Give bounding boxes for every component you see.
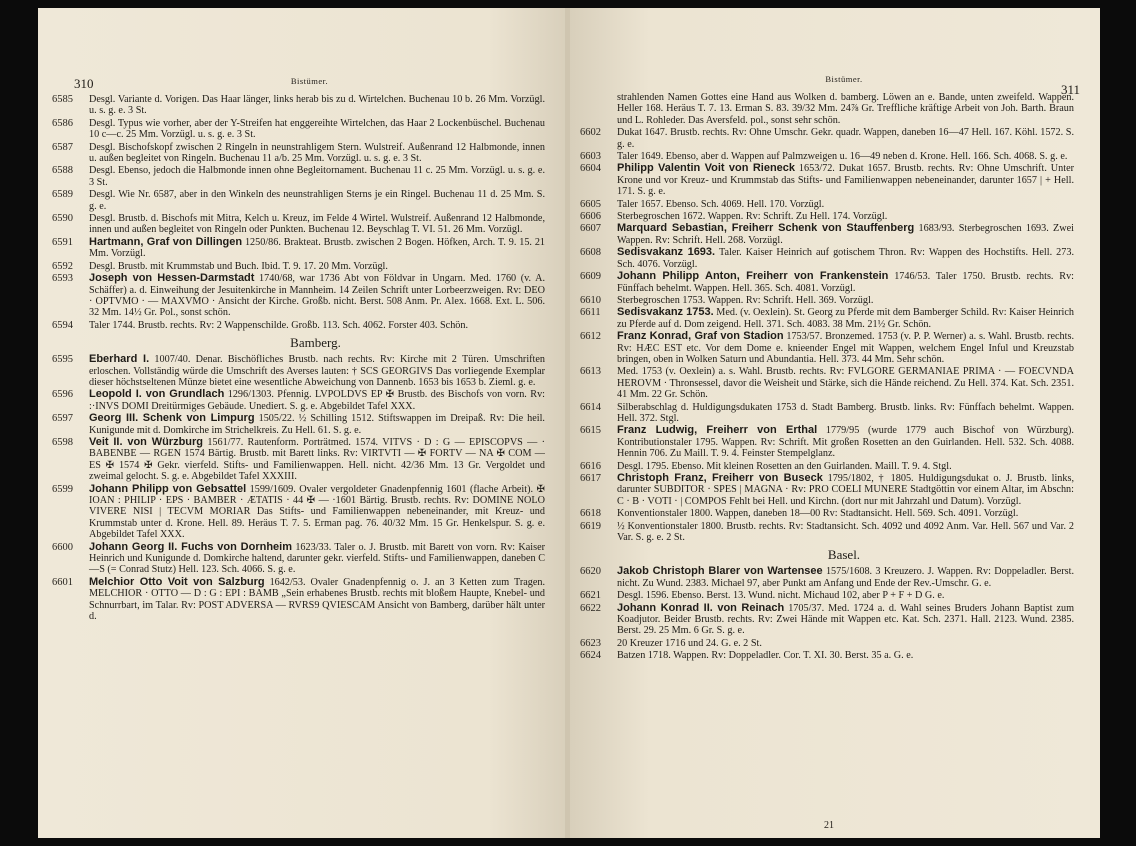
entry-name: Christoph Franz, Freiherr von Buseck xyxy=(617,472,823,484)
catalog-entry xyxy=(580,306,1074,330)
right-page-header xyxy=(614,70,1080,97)
catalog-entry xyxy=(580,565,1074,589)
catalog-entry xyxy=(580,520,1074,544)
catalog-entry xyxy=(580,162,1074,198)
entry-name: Joseph von Hessen-Darmstadt xyxy=(89,272,255,285)
entry-name: Veit II. von Würzburg xyxy=(89,435,204,448)
entry-number: 6614 xyxy=(580,401,601,413)
entry-text: Desgl. 1596. Ebenso. Berst. 13. Wund. nicht. Michaud 102, aber P + F + D G. e. xyxy=(617,590,945,602)
page-number: 310 xyxy=(74,76,94,91)
catalog-entry xyxy=(52,189,545,212)
catalog-entry xyxy=(52,540,546,576)
entry-name: Johann Philipp Anton, Freiherr von Frankenstein xyxy=(617,270,889,283)
catalog-entry xyxy=(52,141,545,165)
right-page xyxy=(570,8,1100,838)
catalog-entry xyxy=(52,272,545,319)
entries-list xyxy=(52,94,546,331)
entry-text: strahlenden Namen Gottes eine Hand aus Wolken d. bamberg. Löwen an e. Bande, unten zweifeld. Wappen. Heller 168. Heräus T. 7. 13. Erman S. 83. 39/32 Mm. 24⅞ Gr. Treffliche kräftige Arbeit von Joh. Barth. Braun und L. Rohleder. Das Aversfeld. pol., sonst sehr schön. xyxy=(617,92,1074,126)
entry-text: Sterbegroschen 1753. Wappen. Rv: Schrift. Hell. 369. Vorzügl. xyxy=(617,294,874,306)
entry-number: 6609 xyxy=(580,271,601,283)
entry-name: Sedisvakanz 1753. xyxy=(617,306,714,319)
catalog-entry xyxy=(52,213,545,236)
catalog-entry xyxy=(52,388,545,412)
entry-text: 1705/37. Med. 1724 a. d. Wahl seines Bruders Johann Baptist zum Koadjutor. Beider Brustb. rechts. Rv: Zwei Hände mit Wappen etc. Kat. Sch. 2371. Hall. 2123. Wund. 2385. Berst. 29. 25 Mm. 6 Gr. S. g. e. xyxy=(617,602,1074,637)
page-number: 311 xyxy=(1060,82,1080,97)
entry-number: 6606 xyxy=(580,211,601,223)
entry-number: 6607 xyxy=(580,223,601,235)
entry-number: 6608 xyxy=(580,247,601,259)
entry-name: Marquard Sebastian, Freiherr Schenk von Stauffenberg xyxy=(617,222,915,235)
entry-number: 6615 xyxy=(580,425,601,437)
entry-text: 1795/1802, † 1805. Huldigungsdukat o. J. Brustb. links, darunter SUBDITOR · SPES | MAGNA · Rv: PRO COELI MUNERE Stadtgöttin vor einem Altar, im Abschn: C · B · VOTI · | COMPOS Fehlt bei Hell. und Kirchn. (dort nur mit Jahrzahl und Datum). Vorzügl. xyxy=(617,473,1074,507)
entry-number: 6596 xyxy=(52,389,73,401)
entry-number: 6610 xyxy=(580,294,601,306)
entry-number: 6624 xyxy=(580,650,601,662)
entry-name: Johann Georg II. Fuchs von Dornheim xyxy=(89,540,293,553)
entry-name: Johann Konrad II. von Reinach xyxy=(617,601,785,614)
entry-number: 6597 xyxy=(52,413,73,425)
entries-list xyxy=(580,92,1075,544)
entry-number: 6588 xyxy=(52,165,73,177)
catalog-entry xyxy=(52,260,545,272)
catalog-entry xyxy=(52,412,545,436)
entry-number: 6619 xyxy=(580,520,601,532)
entry-name: Philipp Valentin Voit von Rieneck xyxy=(617,162,796,175)
entry-text: Desgl. Wie Nr. 6587, aber in den Winkeln des neunstrahligen Sterns je ein Ringel. Buchenau 11 d. 25 Mm. S. g. e. xyxy=(89,189,545,212)
catalog-entry xyxy=(580,366,1074,401)
entry-text: Taler. Kaiser Heinrich auf gotischem Thron. Rv: Wappen des Hochstifts. Hell. 273. Sch. 4076. Vorzügl. xyxy=(617,247,1074,270)
catalog-entry xyxy=(580,294,1074,306)
entry-text: Med. (v. Oexlein). St. Georg zu Pferde mit dem Bamberger Schild. Rv: Kaiser Heinrich zu Pferde auf d. Dom zeigend. Hell. 371. Sch. 4083. 38 Mm. 21½ Gr. Schön. xyxy=(617,307,1074,330)
entry-text: 1779/95 (wurde 1779 auch Bischof von Würzburg). Kontributionstaler 1795. Wappen. Rv: Schrift. Mit großen Rosetten an den Guirlanden. Hell. 532. Sch. 4088. Hennin 706. Zu Maill. T. 9. 4. Feinster Stempelglanz. xyxy=(617,425,1074,460)
entry-name: Hartmann, Graf von Dillingen xyxy=(89,235,243,248)
entry-text: 20 Kreuzer 1716 und 24. G. e. 2 St. xyxy=(617,637,762,649)
entry-number: 6593 xyxy=(52,273,73,285)
entry-name: Franz Ludwig, Freiherr von Erthal xyxy=(617,424,818,437)
entry-text: 1250/86. Brakteat. Brustb. zwischen 2 Bogen. Höfken, Arch. T. 9. 15. 21 Mm. Vorzügl. xyxy=(89,236,546,260)
entry-text: 1653/72. Dukat 1657. Brustb. rechts. Rv: Ohne Umschrift. Unter Krone und vor Kreuz- und Krummstab das Stifts- und Familienwappen nebeneinander, darunter 1657 | + Hell. 171. S. g. e. xyxy=(617,163,1074,198)
entry-number: 6591 xyxy=(52,236,73,248)
entries-list xyxy=(580,565,1074,662)
catalog-entry xyxy=(580,246,1074,270)
catalog-entry xyxy=(580,330,1074,365)
entry-text: Desgl. 1795. Ebenso. Mit kleinen Rosetten an den Guirlanden. Maill. T. 9. 4. Stgl. xyxy=(617,460,952,472)
catalog-entry xyxy=(614,92,1074,126)
entry-number: 6602 xyxy=(580,127,601,139)
catalog-entry xyxy=(52,482,545,541)
entry-name: Sedisvakanz 1693. xyxy=(617,246,716,259)
entry-number: 6592 xyxy=(52,260,73,272)
entry-number: 6604 xyxy=(580,163,601,175)
catalog-entry xyxy=(580,401,1074,425)
book-spread xyxy=(38,8,1100,838)
entry-text: Desgl. Brustb. d. Bischofs mit Mitra, Kelch u. Kreuz, im Felde 4 Wirtel. Wulstreif. Außenrand 12 Halbmonde, innen und außen begleitet von Ringeln oder Punkten. Buchenau 12. Beyschlag T. VI. 51. 26 Mm. Vorzügl. xyxy=(89,213,545,236)
entry-number: 6586 xyxy=(52,117,73,129)
entry-number: 6598 xyxy=(52,436,73,448)
catalog-entry xyxy=(580,601,1074,637)
entry-number: 6620 xyxy=(580,566,601,578)
running-head: Bistümer. xyxy=(825,74,863,84)
entry-text: 1505/22. ½ Schilling 1512. Stiftswappen im Dreipaß. Rv: Die heil. Kunigunde mit d. Domkirche im Strichelkreis. Zu Hell. 61. S. g. e. xyxy=(89,413,545,436)
entry-text: Desgl. Bischofskopf zwischen 2 Ringeln in neunstrahligem Stern. Wulstreif. Außenrand 12 Halbmonde, innen u. außen begleitet von Ringeln. Buchenau 11 a/b. 25 Mm. Vorzügl. u. s. g. e. 3 St. xyxy=(89,141,545,165)
running-head: Bistümer. xyxy=(290,76,329,86)
catalog-entry xyxy=(580,424,1074,460)
entry-number: 6599 xyxy=(52,483,73,495)
catalog-entry xyxy=(52,117,545,141)
section-title: Basel. xyxy=(827,547,861,563)
entry-text: Taler 1657. Ebenso. Sch. 4069. Hell. 170. Vorzügl. xyxy=(617,198,825,210)
entry-number: 6622 xyxy=(580,602,601,614)
entry-name: Eberhard I. xyxy=(89,353,150,366)
entry-name: Leopold I. von Grundlach xyxy=(89,388,225,401)
entry-number: 6623 xyxy=(580,637,601,649)
catalog-entry xyxy=(580,637,1074,649)
entry-number: 6621 xyxy=(580,590,601,602)
entry-number: 6612 xyxy=(580,331,601,343)
section-title: Bamberg. xyxy=(290,335,341,351)
left-page-header xyxy=(74,72,545,94)
entry-text: Desgl. Ebenso, jedoch die Halbmonde innen ohne Begleitornament. Buchenau 11 c. 25 Mm. Vorzügl. u. s. g. e. 3 St. xyxy=(89,165,545,188)
catalog-entry xyxy=(52,575,545,623)
catalog-entry xyxy=(52,165,545,188)
entry-text: Batzen 1718. Wappen. Rv: Doppeladler. Cor. T. XI. 30. Berst. 35 a. G. e. xyxy=(617,650,914,662)
catalog-entry xyxy=(580,508,1074,520)
catalog-entry xyxy=(52,353,545,388)
entry-text: 1623/33. Taler o. J. Brustb. mit Barett von vorn. Rv: Kaiser Heinrich und Kunigunde d. Domkirche haltend, darunter gekr. vierfeld. Stifts- und Familienwappen, daneben C—S (= Conrad Stutz) Hell. 123. Sch. 4066. S. g. e. xyxy=(89,541,546,576)
entry-number: 6600 xyxy=(52,541,73,553)
entry-text: Silberabschlag d. Huldigungsdukaten 1753 d. Stadt Bamberg. Brustb. links. Rv: Fünffach behelmt. Wappen. Hell. 372. Stgl. xyxy=(617,401,1074,424)
entry-text: 1575/1608. 3 Kreuzero. J. Wappen. Rv: Doppeladler. Berst. nicht. Zu Wund. 2383. Michael 97, aber Punkt am Anfang und Ende der Rev.-Umschr. G. e. xyxy=(617,566,1074,589)
catalog-entry xyxy=(52,319,545,331)
entry-text: 1561/77. Rautenform. Porträtmed. 1574. VITVS · D : G — EPISCOPVS — · BABENBE — RGEN 1574 Bärtig. Brustb. mit Barett links. Rv: VIRTVTI — ✠ FORTV — NA ✠ COM — ES ✠ 1574 ✠ Gekr. vierfeld. Stifts- und Familienwappen. Hell. nicht. 42/36 Mm. 13 Gr. Vergoldet und zweimal gelocht. S. g. e. Abgebildet Tafel XXXIII. xyxy=(89,436,546,483)
entry-text: 1683/93. Sterbegroschen 1693. Zwei Wappen. Rv: Schrift. Hell. 268. Vorzügl. xyxy=(617,223,1074,246)
entry-number: 6594 xyxy=(52,319,73,331)
entry-number: 6585 xyxy=(52,94,73,105)
catalog-entry xyxy=(580,650,1074,662)
catalog-entry xyxy=(580,590,1074,602)
left-page xyxy=(38,8,567,838)
entry-text: 1296/1303. Pfennig. LVPOLDVS EP ✠ Brustb. des Bischofs von vorn. Rv: :·INVS DOMI Dreitürmiges Gebäude. Unediert. S. g. e. Abgebildet Tafel XXX. xyxy=(89,389,545,412)
entry-number: 6617 xyxy=(580,473,601,484)
catalog-entry xyxy=(580,127,1074,150)
catalog-entry xyxy=(580,460,1074,472)
entry-name: Johann Philipp von Gebsattel xyxy=(89,482,247,495)
entry-number: 6589 xyxy=(52,189,73,201)
entry-text: ½ Konventionstaler 1800. Brustb. rechts. Rv: Stadtansicht. Sch. 4092 und 4092 Anm. Var. Hell. 567 und Var. 2 Var. S. g. e. 2 St. xyxy=(617,520,1074,544)
entry-name: Melchior Otto Voit von Salzburg xyxy=(89,575,265,588)
entry-number: 6618 xyxy=(580,508,601,520)
entry-number: 6595 xyxy=(52,354,73,366)
entry-text: 1753/57. Bronzemed. 1753 (v. P. P. Werner) a. s. Wahl. Brustb. rechts. Rv: HÆC EST etc. Vor dem Dome e. knieender Engel mit Wappen, welchem Engel Inful und Kreuzstab bringen, oben in Wolken Saturn und Abundantia. Hell. 373. 44 Mm. Sehr schön. xyxy=(617,331,1074,365)
entry-text: Sterbegroschen 1672. Wappen. Rv: Schrift. Zu Hell. 174. Vorzügl. xyxy=(617,211,888,223)
entry-text: Desgl. Typus wie vorher, aber der Y-Streifen hat enggereihte Wirtelchen, das Haar 2 Lockenbüschel. Buchenau 10 c—c. 25 Mm. Vorzügl. u. s. g. e. 3 St. xyxy=(89,117,545,141)
catalog-entry xyxy=(52,94,545,117)
signature-mark: 21 xyxy=(824,820,834,831)
entry-name: Franz Konrad, Graf von Stadion xyxy=(617,330,784,343)
entry-text: 1642/53. Ovaler Gnadenpfennig o. J. an 3 Ketten zum Tragen. MELCHIOR · OTTO — D : G : EPI : BAMB „Sein erhabenes Brustb. rechts mit bloßem Haupte, Knebel- und Schnurrbart, im Talar. Rv: POST ADVERSA — RVRS9 QVIESCAM Ansicht von Bamberg, darüber hält unter d. xyxy=(89,576,545,623)
entry-text: Desgl. Variante d. Vorigen. Das Haar länger, links herab bis zu d. Wirtelchen. Buchenau 10 b. 26 Mm. Vorzügl. u. s. g. e. 3 St. xyxy=(89,94,545,117)
catalog-entry xyxy=(580,151,1074,163)
entry-number: 6613 xyxy=(580,366,601,378)
entry-text: Desgl. Brustb. mit Krummstab und Buch. Ibid. T. 9. 17. 20 Mm. Vorzügl. xyxy=(89,260,388,272)
entry-text: 1007/40. Denar. Bischöfliches Brustb. nach rechts. Rv: Kirche mit 2 Türen. Umschriften erloschen. Vollständig würde die Umschrift des Averses lauten: † SCS GEORGIVS Das vorliegende Exemplar dieser höchstseltenen Münze bietet eine wesentliche Abweichung von Dannenb. 1653 bis 1653 b. Zieml. g. e. xyxy=(89,354,545,388)
entry-number: 6611 xyxy=(580,307,601,319)
entry-text: Taler 1649. Ebenso, aber d. Wappen auf Palmzweigen u. 16—49 neben d. Krone. Hell. 166. Sch. 4068. S. g. e. xyxy=(617,151,1068,163)
entry-text: Taler 1744. Brustb. rechts. Rv: 2 Wappenschilde. Großb. 113. Sch. 4062. Forster 403. Schön. xyxy=(89,319,469,331)
entry-number: 6603 xyxy=(580,151,601,163)
entry-text: 1746/53. Taler 1750. Brustb. rechts. Rv: Fünffach behelmt. Wappen. Hell. 365. Sch. 4081. Vorzügl. xyxy=(617,271,1075,294)
catalog-entry xyxy=(580,270,1075,294)
entries-list xyxy=(52,353,546,623)
catalog-entry xyxy=(52,435,546,483)
catalog-entry xyxy=(580,211,1074,223)
entry-text: Med. 1753 (v. Oexlein) a. s. Wahl. Brustb. rechts. Rv: FVLGORE GERMANIAE PRIMA · — FOECVNDA HEROVM · Thronsessel, davor die Weisheit und Stärke, sich die Hände reichend. Zu Hell. 374. Kat. Sch. 2351. 41 Mm. 22 Gr. Schön. xyxy=(617,366,1074,401)
entry-name: Jakob Christoph Blarer von Wartensee xyxy=(617,565,823,578)
entry-number: 6601 xyxy=(52,576,73,588)
entry-name: Georg III. Schenk von Limpurg xyxy=(89,412,255,425)
catalog-entry xyxy=(580,222,1074,246)
entry-number: 6616 xyxy=(580,460,601,472)
entry-number: 6587 xyxy=(52,141,73,153)
catalog-entry xyxy=(52,235,546,260)
entry-text: Dukat 1647. Brustb. rechts. Rv: Ohne Umschr. Gekr. quadr. Wappen, daneben 16—47 Hell. 167. Köhl. 1572. S. g. e. xyxy=(617,127,1074,150)
catalog-entry xyxy=(580,198,1074,210)
entry-text: Konventionstaler 1800. Wappen, daneben 18—00 Rv: Stadtansicht. Hell. 569. Sch. 4091. Vorzügl. xyxy=(617,508,1019,520)
catalog-entry xyxy=(580,472,1074,507)
entry-text: 1599/1609. Ovaler vergoldeter Gnadenpfennig 1601 (flache Arbeit). ✠ IOAN : PHILIP · EPS · BAMBER · ÆTATIS · 44 ✠ — ·1601 Bärtig. Brustb. rechts. Rv: DOMINE NOLO VIVERE NISI | TECVM MORIAR Das Stifts- und Familienwappen nebeneinander, mit Kreuz- und Krummstab unter d. Krone. Hell. 89. Heräus T. 7. 5. Erman pag. 76. 40/32 Mm. 15 Gr. Henkelspur. S. g. e. Abgebildet Tafel XXX. xyxy=(89,483,545,541)
entry-number: 6590 xyxy=(52,213,73,225)
entry-number: 6605 xyxy=(580,198,601,210)
entry-text: 1740/68, war 1736 Abt von Földvar in Ungarn. Med. 1760 (v. A. Schäffer) a. d. Einweihung der Jesuitenkirche in Mannheim. 14 Zeilen Schrift unter Lorbeerzweigen. Rv: DEO · OPTVMO · — MAXVMO · Ansicht der Kirche. Großb. nicht. Berst. 508 Anm. Pr. Alex. 1668. Ext. L. 506. 32 Mm. 14½ Gr. Pol., sonst schön. xyxy=(89,273,545,319)
